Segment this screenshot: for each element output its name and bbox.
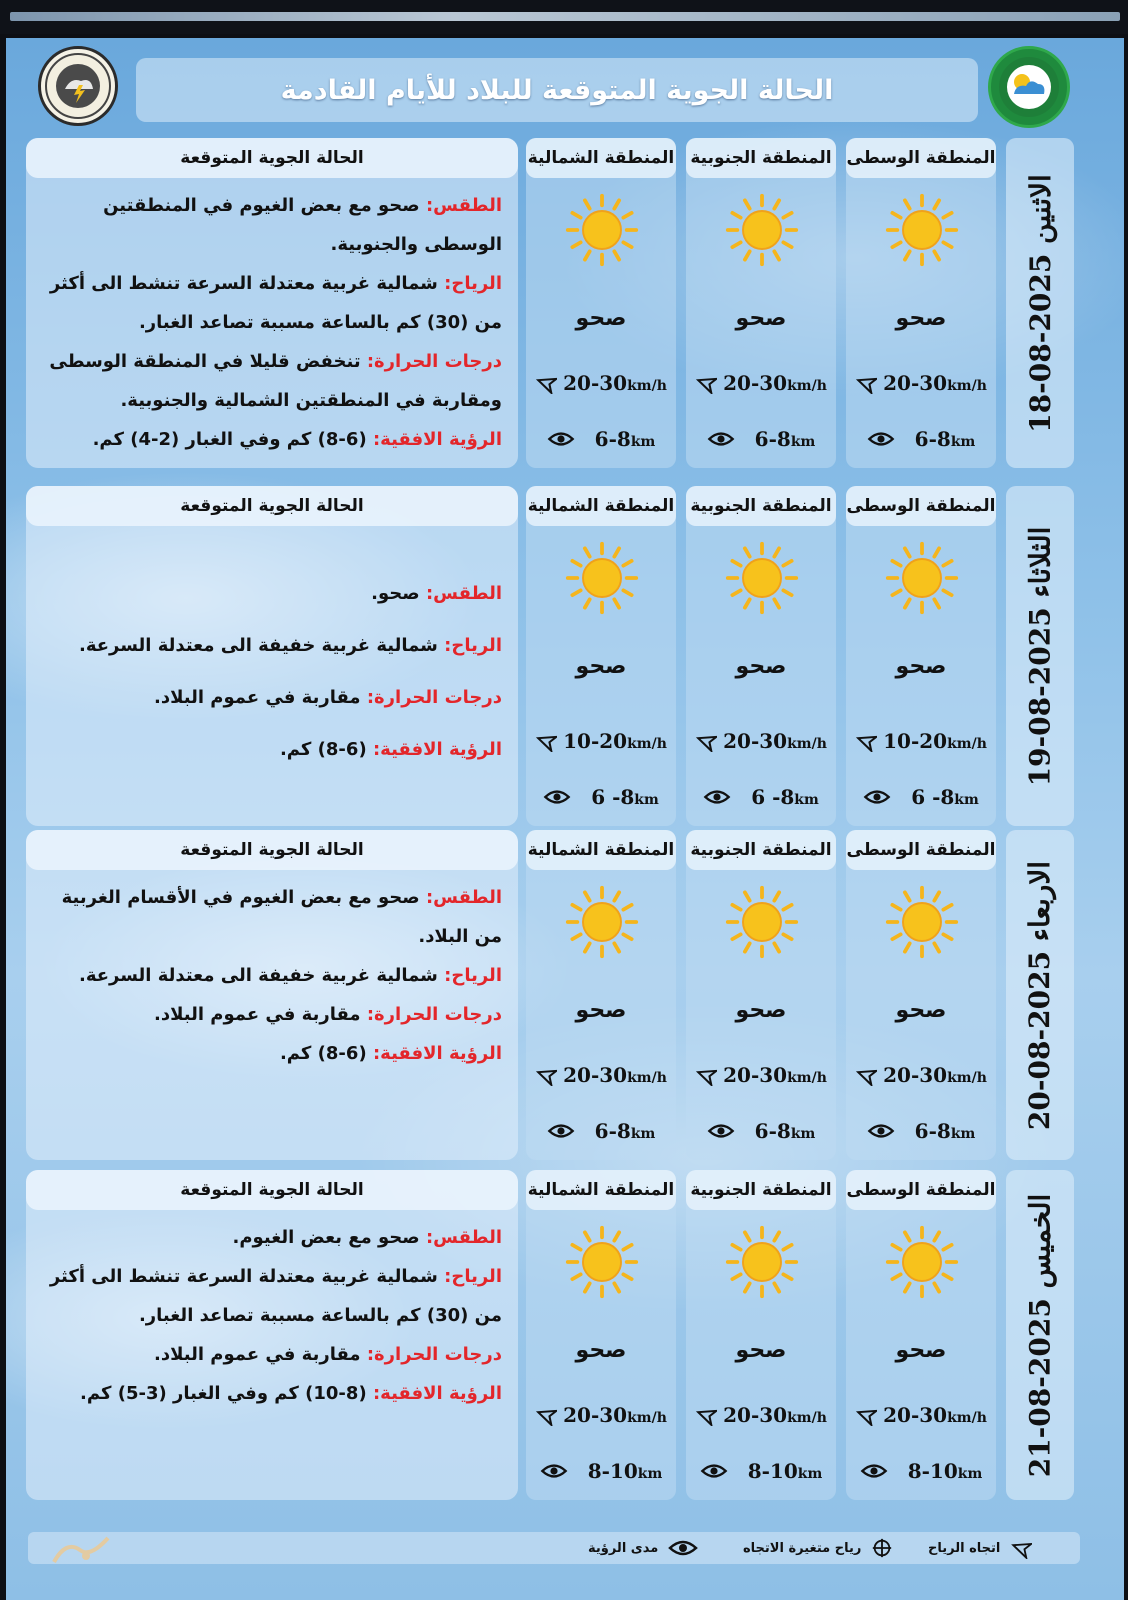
- wind-value: 20-30: [883, 371, 948, 395]
- visibility-range: [686, 782, 836, 812]
- region-title: المنطقة الشمالية: [526, 138, 676, 178]
- visibility-text: [751, 785, 819, 809]
- wind-unit: km/h: [787, 1070, 827, 1086]
- winds-line-label: الرياح:: [444, 635, 502, 656]
- winds-line-value: شمالية غربية خفيفة الى معتدلة السرعة.: [78, 635, 438, 656]
- visibility-text: [588, 1459, 663, 1483]
- visibility-range: [526, 1116, 676, 1146]
- condition-label: صحو: [575, 306, 627, 331]
- wind-direction-icon: [855, 372, 877, 394]
- wind-direction-icon: [1010, 1537, 1032, 1559]
- date-label: الثلاثاء 2025-08-19: [1023, 526, 1057, 786]
- visibility-unit: km: [797, 1466, 823, 1482]
- wind-text: [563, 1403, 667, 1427]
- visibility-text: [591, 785, 659, 809]
- region-card: [846, 138, 996, 468]
- visibility-text: [755, 427, 816, 451]
- winds-line: [44, 1257, 502, 1335]
- weather-line-label: الطقس:: [425, 195, 502, 216]
- winds-line: [44, 620, 502, 672]
- wind-text: [883, 1063, 987, 1087]
- temperature-line: [44, 342, 502, 420]
- region-card: [526, 486, 676, 826]
- visibility-line-label: الرؤية الافقية:: [372, 1043, 502, 1064]
- description-body: [44, 878, 502, 1073]
- description-title: الحالة الجوية المتوقعة: [26, 486, 518, 526]
- visibility-range: [846, 424, 996, 454]
- wind-direction-icon: [695, 1064, 717, 1086]
- weather-line: [44, 568, 502, 620]
- region-title: المنطقة الجنوبية: [686, 830, 836, 870]
- visibility-unit: km: [790, 1126, 816, 1142]
- region-card: [526, 1170, 676, 1500]
- visibility-line-label: الرؤية الافقية:: [372, 1383, 502, 1404]
- region-title: المنطقة الوسطى: [846, 830, 996, 870]
- wind-value: 10-20: [563, 729, 628, 753]
- eye-icon: [540, 1462, 568, 1480]
- wind-text: [563, 1063, 667, 1087]
- wind-value: 20-30: [723, 1403, 788, 1427]
- visibility-unit: km: [634, 792, 659, 808]
- wind-unit: km/h: [947, 1410, 987, 1426]
- wind-direction-icon: [695, 1404, 717, 1426]
- wind-text: [883, 729, 987, 753]
- visibility-value: 6-8: [754, 1119, 791, 1143]
- sun-icon: [564, 884, 640, 960]
- winds-line: [44, 264, 502, 342]
- region-title: المنطقة الوسطى: [846, 486, 996, 526]
- visibility-unit: km: [954, 792, 979, 808]
- eye-icon: [863, 788, 891, 806]
- visibility-range: [526, 424, 676, 454]
- wind-text: [723, 729, 827, 753]
- eye-icon: [860, 1462, 888, 1480]
- visibility-value: 6-8: [754, 427, 791, 451]
- wind-direction-icon: [535, 1064, 557, 1086]
- wind-direction-icon: [535, 730, 557, 752]
- condition-label: صحو: [895, 998, 947, 1023]
- wind-unit: km/h: [787, 378, 827, 394]
- wind-unit: km/h: [947, 1070, 987, 1086]
- visibility-text: [755, 1119, 816, 1143]
- legend-variable-wind: [743, 1536, 893, 1560]
- region-title: المنطقة الجنوبية: [686, 138, 836, 178]
- legend-wind-direction-label: اتجاه الرياح: [928, 1540, 1001, 1556]
- weather-line-label: الطقس:: [425, 887, 502, 908]
- forecast-description: [26, 486, 518, 826]
- description-title: الحالة الجوية المتوقعة: [26, 138, 518, 178]
- meteorological-organization-logo: [988, 46, 1070, 128]
- visibility-unit: km: [637, 1466, 663, 1482]
- visibility-line-value: (8-10) كم وفي الغبار (3-5) كم.: [80, 1383, 367, 1404]
- date-tab: [1006, 486, 1074, 826]
- window-top-bar: [0, 0, 1128, 34]
- temperature-line-value: تنخفض قليلا في المنطقة الوسطى ومقاربة في المنطقتين الشمالية والجنوبية.: [49, 351, 502, 411]
- eye-icon: [703, 788, 731, 806]
- sun-icon: [724, 884, 800, 960]
- wind-value: 10-20: [883, 729, 948, 753]
- visibility-value: 6-8: [914, 427, 951, 451]
- day-block: [6, 138, 1124, 468]
- description-title: الحالة الجوية المتوقعة: [26, 1170, 518, 1210]
- temperature-line-label: درجات الحرارة:: [366, 351, 502, 372]
- visibility-value: 6-8: [594, 1119, 631, 1143]
- sun-icon: [884, 192, 960, 268]
- visibility-unit: km: [957, 1466, 983, 1482]
- wind-direction-icon: [695, 372, 717, 394]
- visibility-value: 6 -8: [911, 785, 955, 809]
- eye-icon: [668, 1538, 698, 1558]
- condition-label: صحو: [735, 998, 787, 1023]
- variable-wind-icon: [871, 1537, 893, 1559]
- wind-text: [723, 1063, 827, 1087]
- wind-direction-icon: [855, 1404, 877, 1426]
- progress-line: [10, 12, 1120, 21]
- region-card: [846, 486, 996, 826]
- wind-unit: km/h: [787, 736, 827, 752]
- region-card: [526, 830, 676, 1160]
- weather-line-label: الطقس:: [425, 583, 502, 604]
- weather-line-label: الطقس:: [425, 1227, 502, 1248]
- visibility-text: [595, 1119, 656, 1143]
- visibility-value: 6-8: [594, 427, 631, 451]
- eye-icon: [547, 1122, 575, 1140]
- eye-icon: [700, 1462, 728, 1480]
- day-block: [6, 830, 1124, 1160]
- wind-text: [563, 729, 667, 753]
- date-label: الاربعاء 2025-08-20: [1023, 860, 1057, 1130]
- legend-wind-direction: [928, 1536, 1032, 1560]
- weather-line: [44, 878, 502, 956]
- temperature-line-label: درجات الحرارة:: [366, 687, 502, 708]
- visibility-value: 8-10: [587, 1459, 638, 1483]
- condition-label: صحو: [575, 654, 627, 679]
- date-label: الخميس 2025-08-21: [1023, 1193, 1057, 1477]
- visibility-text: [911, 785, 979, 809]
- description-title: الحالة الجوية المتوقعة: [26, 830, 518, 870]
- wind-direction-icon: [535, 1404, 557, 1426]
- visibility-range: [526, 1456, 676, 1486]
- wind-unit: km/h: [787, 1410, 827, 1426]
- wind-speed: [526, 1060, 676, 1090]
- visibility-range: [846, 1116, 996, 1146]
- visibility-line: [44, 1374, 502, 1413]
- wind-unit: km/h: [627, 1410, 667, 1426]
- temperature-line-value: مقاربة في عموم البلاد.: [154, 1344, 361, 1365]
- temperature-line-label: درجات الحرارة:: [366, 1004, 502, 1025]
- visibility-value: 6 -8: [751, 785, 795, 809]
- region-card: [686, 830, 836, 1160]
- condition-label: صحو: [575, 1338, 627, 1363]
- condition-label: صحو: [895, 306, 947, 331]
- date-label: الاثنين 2025-08-18: [1023, 173, 1057, 433]
- forecast-description: [26, 1170, 518, 1500]
- region-title: المنطقة الشمالية: [526, 830, 676, 870]
- winds-line-value: شمالية غربية معتدلة السرعة تنشط الى أكثر من (30) كم بالساعة مسببة تصاعد الغبار.: [49, 1266, 502, 1326]
- region-card: [686, 486, 836, 826]
- description-body: [44, 1218, 502, 1413]
- visibility-line-value: (6-8) كم.: [279, 1043, 367, 1064]
- wind-speed: [526, 726, 676, 756]
- visibility-range: [686, 1456, 836, 1486]
- condition-label: صحو: [895, 1338, 947, 1363]
- condition-label: صحو: [735, 1338, 787, 1363]
- visibility-text: [915, 427, 976, 451]
- weather-forecasting-logo: [38, 46, 118, 126]
- legend-visibility-label: مدى الرؤية: [588, 1540, 659, 1556]
- wind-text: [723, 1403, 827, 1427]
- eye-icon: [867, 1122, 895, 1140]
- wind-speed: [846, 1060, 996, 1090]
- sun-icon: [884, 540, 960, 616]
- visibility-text: [908, 1459, 983, 1483]
- winds-line-value: شمالية غربية معتدلة السرعة تنشط الى أكثر من (30) كم بالساعة مسببة تصاعد الغبار.: [49, 273, 502, 333]
- temperature-line: [44, 1335, 502, 1374]
- temperature-line-value: مقاربة في عموم البلاد.: [154, 1004, 361, 1025]
- description-body: [44, 568, 502, 776]
- visibility-value: 8-10: [747, 1459, 798, 1483]
- temperature-line: [44, 995, 502, 1034]
- condition-label: صحو: [735, 654, 787, 679]
- region-title: المنطقة الجنوبية: [686, 1170, 836, 1210]
- visibility-unit: km: [794, 792, 819, 808]
- visibility-text: [595, 427, 656, 451]
- temperature-line-label: درجات الحرارة:: [366, 1344, 502, 1365]
- region-card: [846, 830, 996, 1160]
- legend-bar: [28, 1532, 1080, 1564]
- visibility-value: 8-10: [907, 1459, 958, 1483]
- wind-value: 20-30: [563, 371, 628, 395]
- wind-direction-icon: [855, 730, 877, 752]
- wind-value: 20-30: [563, 1403, 628, 1427]
- visibility-line-label: الرؤية الافقية:: [372, 429, 502, 450]
- visibility-line: [44, 1034, 502, 1073]
- winds-line-value: شمالية غربية خفيفة الى معتدلة السرعة.: [78, 965, 438, 986]
- sun-icon: [564, 540, 640, 616]
- visibility-range: [686, 424, 836, 454]
- sun-icon: [724, 1224, 800, 1300]
- wind-value: 20-30: [723, 729, 788, 753]
- weather-line: [44, 186, 502, 264]
- date-tab: [1006, 138, 1074, 468]
- day-block: [6, 1170, 1124, 1500]
- sun-icon: [724, 540, 800, 616]
- legend-variable-wind-label: رياح متغيرة الاتجاه: [743, 1540, 862, 1556]
- winds-line-label: الرياح:: [444, 965, 502, 986]
- visibility-unit: km: [790, 434, 816, 450]
- wind-unit: km/h: [947, 378, 987, 394]
- condition-label: صحو: [895, 654, 947, 679]
- date-tab: [1006, 1170, 1074, 1500]
- forecast-description: [26, 138, 518, 468]
- region-card: [686, 1170, 836, 1500]
- region-card: [526, 138, 676, 468]
- region-card: [846, 1170, 996, 1500]
- region-title: المنطقة الشمالية: [526, 486, 676, 526]
- visibility-range: [846, 782, 996, 812]
- wind-direction-icon: [535, 372, 557, 394]
- wind-unit: km/h: [947, 736, 987, 752]
- condition-label: صحو: [575, 998, 627, 1023]
- wind-value: 20-30: [883, 1403, 948, 1427]
- sun-icon: [884, 1224, 960, 1300]
- eye-icon: [547, 430, 575, 448]
- wind-speed: [686, 1400, 836, 1430]
- page-title: الحالة الجوية المتوقعة للبلاد للأيام القادمة: [136, 58, 978, 122]
- region-title: المنطقة الوسطى: [846, 1170, 996, 1210]
- wind-speed: [846, 1400, 996, 1430]
- visibility-line: [44, 724, 502, 776]
- weather-line-value: صحو مع بعض الغيوم.: [232, 1227, 420, 1248]
- visibility-line: [44, 420, 502, 459]
- legend-visibility: [588, 1536, 698, 1560]
- visibility-range: [526, 782, 676, 812]
- forecast-description: [26, 830, 518, 1160]
- region-title: المنطقة الوسطى: [846, 138, 996, 178]
- wind-speed: [526, 1400, 676, 1430]
- wind-direction-icon: [855, 1064, 877, 1086]
- wind-unit: km/h: [627, 736, 667, 752]
- weather-line-value: صحو مع بعض الغيوم في المنطقتين الوسطى والجنوبية.: [103, 195, 502, 255]
- wind-value: 20-30: [883, 1063, 948, 1087]
- condition-label: صحو: [735, 306, 787, 331]
- wind-unit: km/h: [627, 1070, 667, 1086]
- wind-direction-icon: [695, 730, 717, 752]
- eye-icon: [707, 430, 735, 448]
- eye-icon: [543, 788, 571, 806]
- wind-speed: [686, 368, 836, 398]
- eye-icon: [867, 430, 895, 448]
- sun-icon: [564, 1224, 640, 1300]
- date-tab: [1006, 830, 1074, 1160]
- temperature-line: [44, 672, 502, 724]
- visibility-range: [846, 1456, 996, 1486]
- wind-speed: [686, 1060, 836, 1090]
- visibility-unit: km: [950, 1126, 976, 1142]
- visibility-value: 6 -8: [591, 785, 635, 809]
- winds-line-label: الرياح:: [444, 1266, 502, 1287]
- wind-text: [723, 371, 827, 395]
- eye-icon: [707, 1122, 735, 1140]
- visibility-value: 6-8: [914, 1119, 951, 1143]
- wind-text: [883, 1403, 987, 1427]
- visibility-text: [915, 1119, 976, 1143]
- wind-speed: [526, 368, 676, 398]
- region-card: [686, 138, 836, 468]
- wind-value: 20-30: [723, 1063, 788, 1087]
- wind-speed: [686, 726, 836, 756]
- visibility-unit: km: [630, 1126, 656, 1142]
- sun-icon: [724, 192, 800, 268]
- wind-text: [563, 371, 667, 395]
- sun-icon: [884, 884, 960, 960]
- visibility-unit: km: [630, 434, 656, 450]
- wind-speed: [846, 726, 996, 756]
- visibility-range: [686, 1116, 836, 1146]
- visibility-unit: km: [950, 434, 976, 450]
- weather-line-value: صحو.: [371, 583, 420, 604]
- visibility-text: [748, 1459, 823, 1483]
- day-block: [6, 486, 1124, 826]
- description-body: [44, 186, 502, 459]
- winds-line-label: الرياح:: [444, 273, 502, 294]
- region-title: المنطقة الشمالية: [526, 1170, 676, 1210]
- wind-value: 20-30: [723, 371, 788, 395]
- region-title: المنطقة الجنوبية: [686, 486, 836, 526]
- wind-speed: [846, 368, 996, 398]
- wind-text: [883, 371, 987, 395]
- wind-value: 20-30: [563, 1063, 628, 1087]
- weather-line-value: صحو مع بعض الغيوم في الأقسام الغربية من البلاد.: [61, 887, 502, 947]
- weather-line: [44, 1218, 502, 1257]
- visibility-line-value: (6-8) كم وفي الغبار (2-4) كم.: [92, 429, 367, 450]
- winds-line: [44, 956, 502, 995]
- visibility-line-value: (6-8) كم.: [279, 739, 367, 760]
- temperature-line-value: مقاربة في عموم البلاد.: [154, 687, 361, 708]
- forecast-poster: [6, 38, 1124, 1600]
- sun-icon: [564, 192, 640, 268]
- visibility-line-label: الرؤية الافقية:: [372, 739, 502, 760]
- wind-unit: km/h: [627, 378, 667, 394]
